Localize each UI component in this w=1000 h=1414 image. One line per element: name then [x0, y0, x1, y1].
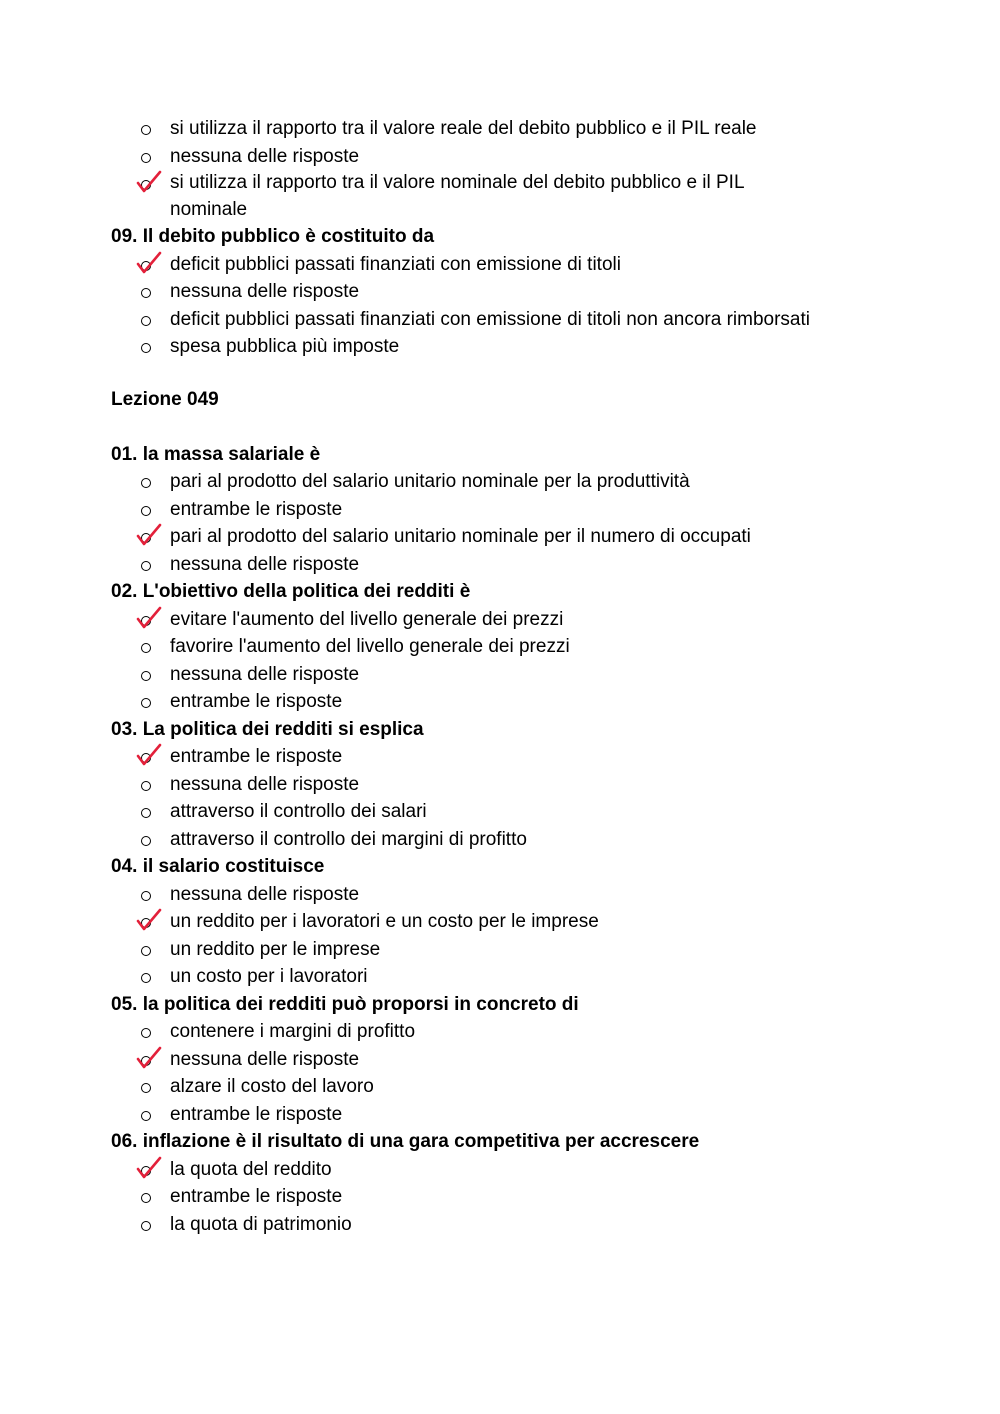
- question-text: 06. inflazione è il risultato di una gara competitiva per accrescere: [111, 1131, 700, 1152]
- red-checkmark-icon: [135, 523, 165, 549]
- option-text: entrambe le risposte: [170, 498, 343, 520]
- answer-option: [111, 1101, 901, 1129]
- red-checkmark-icon: [135, 908, 165, 934]
- option-text: pari al prodotto del salario unitario nominale per la produttività: [170, 471, 690, 492]
- red-checkmark-icon: [135, 743, 165, 769]
- bullet-circle-icon: [141, 343, 151, 353]
- bullet-circle-icon: [141, 643, 151, 653]
- red-checkmark-icon: [135, 170, 165, 196]
- question-text: 05. la politica dei redditi può proporsi in concreto di: [111, 993, 579, 1015]
- red-checkmark-icon: [135, 1046, 165, 1072]
- bullet-circle-icon: [141, 946, 151, 956]
- option-text: si utilizza il rapporto tra il valore reale del debito pubblico e il PIL reale: [170, 118, 757, 139]
- option-text: la quota di patrimonio: [170, 1213, 352, 1235]
- answer-option: [111, 661, 901, 689]
- bullet-circle-icon: [141, 316, 151, 326]
- option-text: entrambe le risposte: [170, 746, 343, 767]
- answer-option: [111, 1073, 901, 1101]
- option-text-line: si utilizza il rapporto tra il valore nominale del debito pubblico e il PIL: [170, 172, 745, 193]
- option-text: nessuna delle risposte: [170, 773, 360, 795]
- answer-option: [111, 633, 901, 661]
- answer-option-checked: [111, 908, 901, 936]
- bullet-circle-icon: [141, 506, 151, 516]
- answer-option: [111, 115, 901, 143]
- answer-option: [111, 1018, 901, 1046]
- bullet-circle-icon: [141, 1221, 151, 1231]
- option-text: nessuna delle risposte: [170, 281, 360, 302]
- option-text: entrambe le risposte: [170, 1186, 343, 1207]
- red-checkmark-icon: [135, 1156, 165, 1182]
- answer-option: [111, 963, 901, 991]
- bullet-circle-icon: [141, 153, 151, 163]
- option-text: nessuna delle risposte: [170, 1048, 360, 1070]
- answer-option-checked: [111, 523, 901, 551]
- answer-option: [111, 1183, 901, 1211]
- bullet-circle-icon: [141, 1111, 151, 1121]
- bullet-circle-icon: [141, 891, 151, 901]
- answer-option: [111, 306, 901, 334]
- answer-option: [111, 496, 901, 524]
- option-text: pari al prodotto del salario unitario nominale per il numero di occupati: [170, 526, 751, 547]
- question-text: 02. L'obiettivo della politica dei redditi è: [111, 581, 471, 602]
- answer-option: [111, 688, 901, 716]
- bullet-circle-icon: [141, 973, 151, 983]
- bullet-circle-icon: [141, 836, 151, 846]
- bullet-circle-icon: [141, 1028, 151, 1038]
- answer-option: [111, 143, 901, 171]
- answer-option: [111, 333, 901, 361]
- option-text: alzare il costo del lavoro: [170, 1076, 374, 1097]
- option-text: spesa pubblica più imposte: [170, 336, 400, 357]
- bullet-circle-icon: [141, 125, 151, 135]
- bullet-circle-icon: [141, 698, 151, 708]
- answer-option-checked: [111, 1046, 901, 1074]
- option-text: un reddito per i lavoratori e un costo per le imprese: [170, 911, 599, 932]
- bullet-circle-icon: [141, 561, 151, 571]
- answer-option: [111, 936, 901, 964]
- option-text: attraverso il controllo dei margini di profitto: [170, 828, 527, 850]
- bullet-circle-icon: [141, 781, 151, 791]
- option-text: contenere i margini di profitto: [170, 1021, 416, 1042]
- answer-option: [111, 826, 901, 854]
- document-content: [111, 115, 901, 1238]
- option-text: deficit pubblici passati finanziati con emissione di titoli non ancora rimborsati: [170, 308, 810, 330]
- option-text: un costo per i lavoratori: [170, 966, 368, 987]
- option-text: la quota del reddito: [170, 1158, 332, 1180]
- answer-option-checked: [111, 1156, 901, 1184]
- option-text: evitare l'aumento del livello generale dei prezzi: [170, 608, 564, 630]
- answer-option-checked: [111, 170, 901, 223]
- answer-option: [111, 881, 901, 909]
- option-text: nessuna delle risposte: [170, 663, 360, 685]
- lesson-heading: Lezione 049: [111, 388, 219, 410]
- answer-option: [111, 278, 901, 306]
- bullet-circle-icon: [141, 478, 151, 488]
- option-text: nessuna delle risposte: [170, 553, 360, 575]
- bullet-circle-icon: [141, 1193, 151, 1203]
- answer-option: [111, 771, 901, 799]
- bullet-circle-icon: [141, 1083, 151, 1093]
- option-text: nessuna delle risposte: [170, 883, 360, 905]
- question-text: 01. la massa salariale è: [111, 443, 321, 465]
- bullet-circle-icon: [141, 671, 151, 681]
- option-text: entrambe le risposte: [170, 1103, 343, 1125]
- option-text: nessuna delle risposte: [170, 145, 360, 167]
- question-text: 04. il salario costituisce: [111, 856, 325, 877]
- option-text: deficit pubblici passati finanziati con emissione di titoli: [170, 253, 621, 275]
- bullet-circle-icon: [141, 288, 151, 298]
- red-checkmark-icon: [135, 251, 165, 277]
- question-text: 09. Il debito pubblico è costituito da: [111, 226, 435, 247]
- answer-option: [111, 1211, 901, 1239]
- option-text-line: nominale: [170, 198, 248, 220]
- bullet-circle-icon: [141, 808, 151, 818]
- question-text: 03. La politica dei redditi si esplica: [111, 718, 424, 740]
- answer-option-checked: [111, 606, 901, 634]
- red-checkmark-icon: [135, 606, 165, 632]
- answer-option-checked: [111, 251, 901, 279]
- answer-option: [111, 798, 901, 826]
- option-text: un reddito per le imprese: [170, 938, 381, 960]
- option-text: entrambe le risposte: [170, 691, 343, 712]
- option-text: attraverso il controllo dei salari: [170, 801, 427, 822]
- answer-option-checked: [111, 743, 901, 771]
- answer-option: [111, 468, 901, 496]
- option-text: favorire l'aumento del livello generale dei prezzi: [170, 636, 570, 657]
- answer-option: [111, 551, 901, 579]
